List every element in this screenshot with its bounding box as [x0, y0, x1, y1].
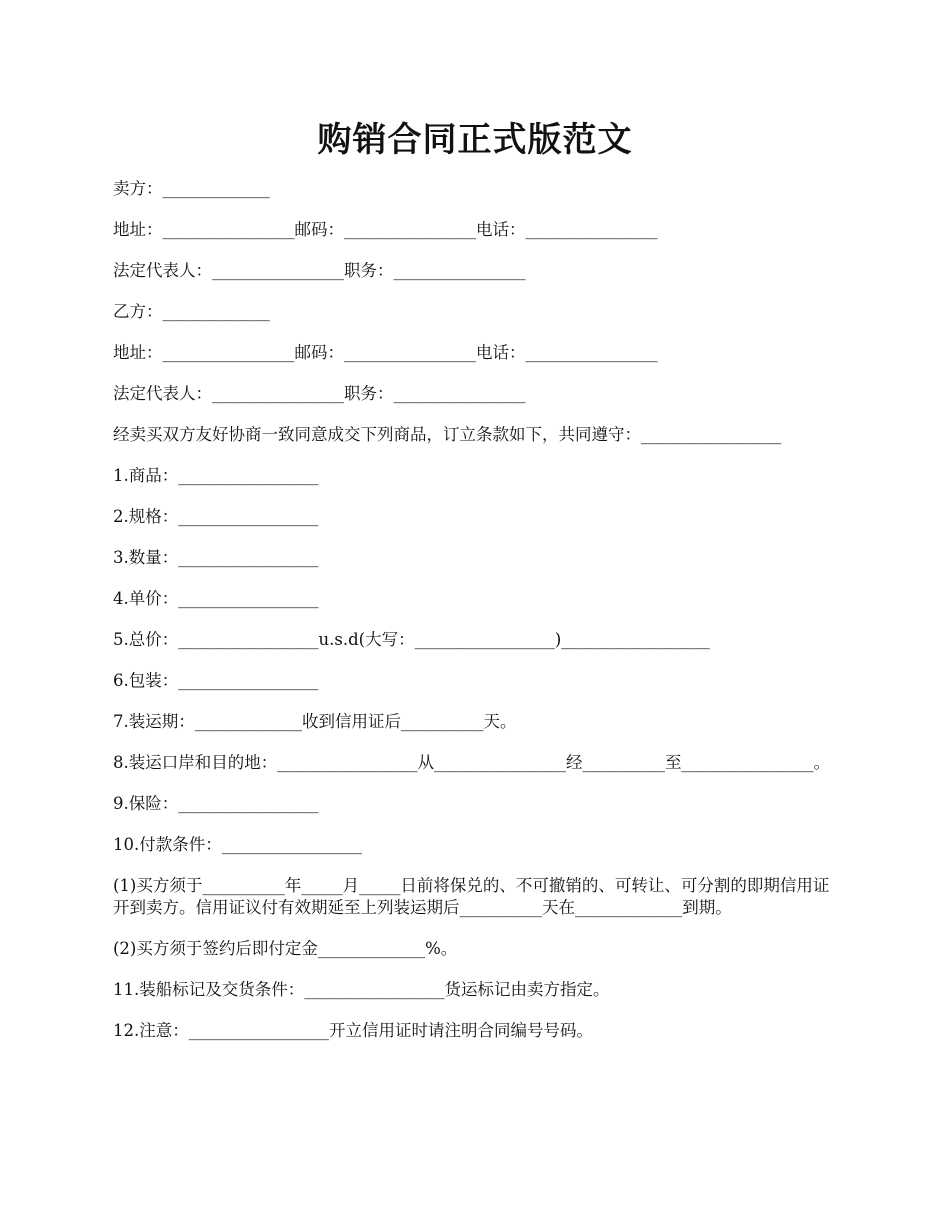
seller-representative-line: 法定代表人：________________职务：________________	[113, 261, 526, 280]
clause-total-price: 5.总价：_________________u.s.d(大写：_________________)__________________	[113, 630, 710, 649]
payment-subclause-2: (2)买方须于签约后即付定金_____________%。	[113, 939, 458, 958]
buyer-name-line: 乙方：_____________	[113, 302, 270, 321]
clause-goods: 1.商品：_________________	[113, 466, 319, 485]
clause-notice: 12.注意：_________________开立信用证时请注明合同编号号码。	[113, 1021, 593, 1040]
payment-subclause-1: (1)买方须于__________年_____月_____日前将保兑的、不可撤销的、可转让、可分割的即期信用证开到卖方。信用证议付有效期延至上列装运期后__________天在_____________到期。	[113, 876, 830, 917]
contract-body	[113, 178, 840, 1061]
document-title: 购销合同正式版范文	[317, 120, 633, 160]
clause-unit-price: 4.单价：_________________	[113, 589, 319, 608]
clause-payment-terms: 10.付款条件：_________________	[113, 835, 362, 854]
clause-shipment-period: 7.装运期：_____________收到信用证后__________天。	[113, 712, 517, 731]
seller-address-line: 地址：________________邮码：________________电话：________________	[113, 220, 658, 239]
agreement-intro: 经卖买双方友好协商一致同意成交下列商品，订立条款如下，共同遵守：_________________	[113, 425, 782, 444]
clause-specification: 2.规格：_________________	[113, 507, 319, 526]
clause-quantity: 3.数量：_________________	[113, 548, 319, 567]
clause-insurance: 9.保险：_________________	[113, 794, 319, 813]
seller-name-line: 卖方：_____________	[113, 179, 270, 198]
clause-packing: 6.包装：_________________	[113, 671, 319, 690]
clause-shipping-marks: 11.装船标记及交货条件：_________________货运标记由卖方指定。	[113, 980, 610, 999]
clause-ports: 8.装运口岸和目的地：_________________从________________经__________至________________。	[113, 753, 830, 772]
buyer-representative-line: 法定代表人：________________职务：________________	[113, 384, 526, 403]
buyer-address-line: 地址：________________邮码：________________电话：________________	[113, 343, 658, 362]
